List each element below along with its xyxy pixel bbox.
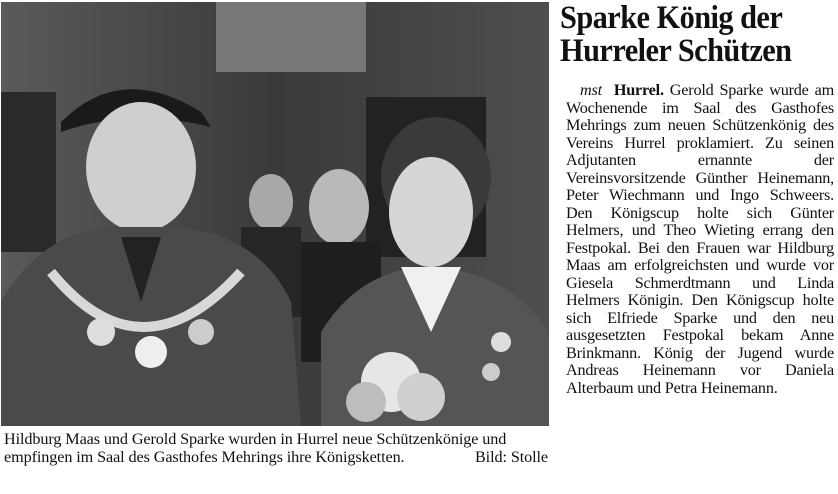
article-headline <box>560 2 814 68</box>
article-dateline: Hurrel. <box>613 81 664 99</box>
headline-line-1: Sparke König der <box>560 0 783 36</box>
news-photo <box>1 2 549 426</box>
caption-text: Hildburg Maas und Gerold Sparke wurden in Hurrel neue Schützenkönige und empfingen im Saal des Gasthofes Mehrings ihre Königsketten. <box>4 430 507 466</box>
article-body <box>566 82 834 397</box>
headline-line-2: Hurreler Schützen <box>560 33 792 69</box>
article-byline: mst <box>580 81 602 99</box>
photo-caption <box>4 430 552 466</box>
photo-credit: Bild: Stolle <box>474 448 548 466</box>
article-body-text: Gerold Sparke wurde am Wochenende im Saal des Gasthofes Mehrings zum neuen Schützenkönig des Vereins Hurrel proklamiert. Zu seinen Adjutanten ernannte der Vereinsvorsitzende Günther Heinemann, Peter Wiechmann und Ingo Schweers. Den Königscup holte sich Günter Helmers, und Theo Wieting errang den Festpokal. Bei den Frauen war Hildburg Maas am erfolgreichsten und wurde vor Giesela Schmerdtmann und Linda Helmers Königin. Den Königscup holte sich Elfriede Sparke und den neu ausgesetzten Festpokal bekam Anne Brinkmann. König der Jugend wurde Andreas Heinemann vor Daniela Alterbaum und Petra Heinemann. <box>566 81 834 397</box>
photo-illustration <box>1 2 549 426</box>
